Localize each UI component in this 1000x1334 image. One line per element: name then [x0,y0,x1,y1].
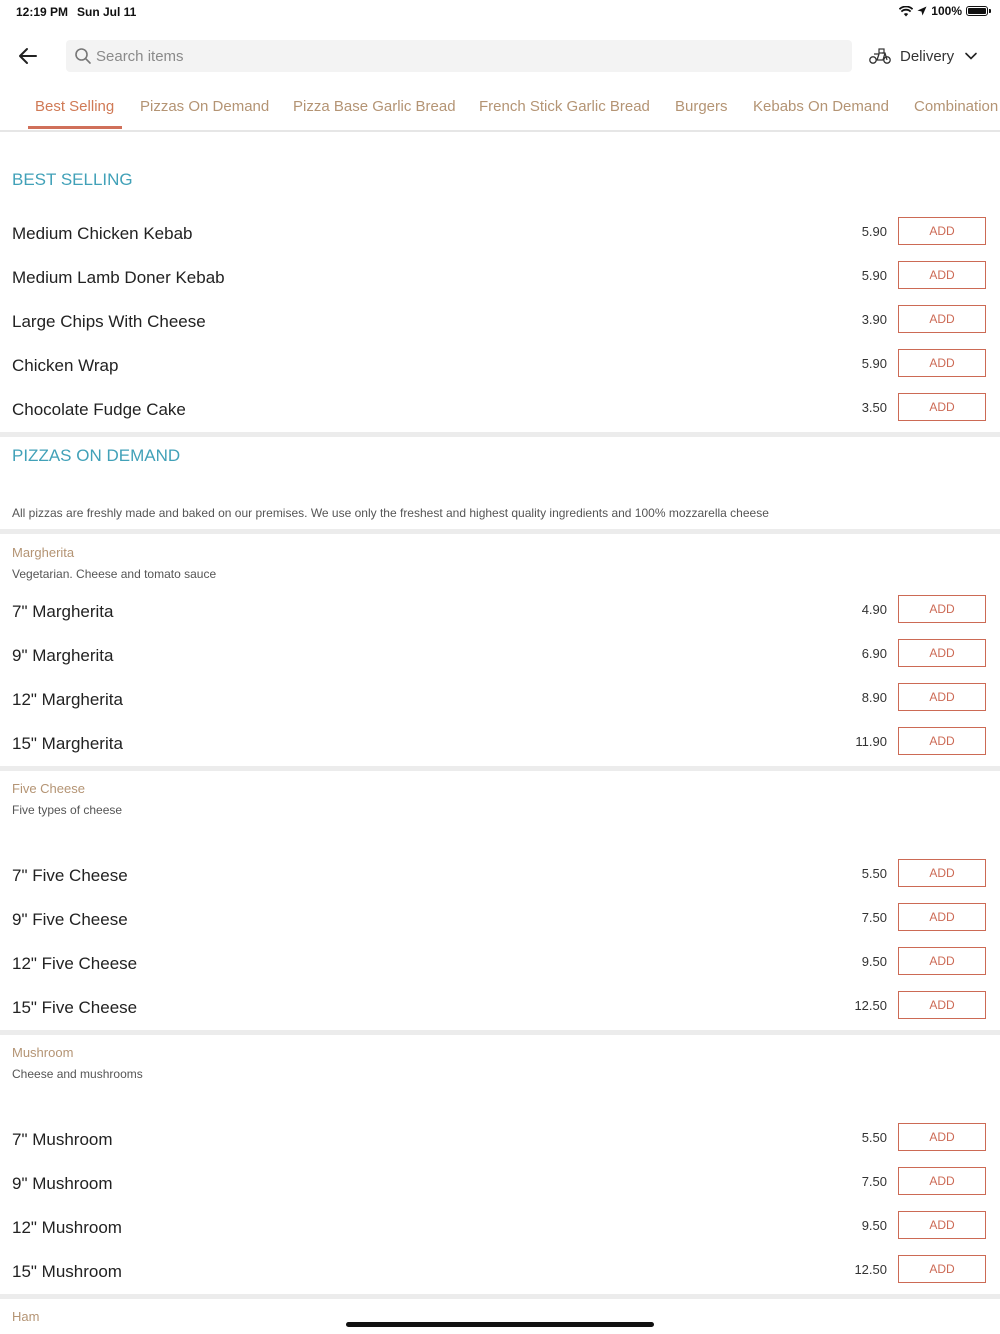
group-divider [0,766,1000,771]
wifi-icon [899,6,913,17]
item-name: 9" Mushroom [12,1174,113,1193]
section-description: All pizzas are freshly made and baked on our premises. We use only the freshest and highest quality ingredients and 100% mozzarella cheese [12,506,769,520]
add-button[interactable]: ADD [898,261,986,289]
section-divider [0,432,1000,437]
item-name: 9" Margherita [12,646,114,665]
add-button[interactable]: ADD [898,349,986,377]
group-divider [0,1030,1000,1035]
tab-pizza-base-garlic-bread[interactable]: Pizza Base Garlic Bread [293,98,456,115]
delivery-mode-selector[interactable] [868,44,978,68]
add-button[interactable]: ADD [898,393,986,421]
add-button[interactable]: ADD [898,1167,986,1195]
item-price: 5.50 [861,866,887,881]
item-name: 12" Five Cheese [12,954,138,973]
group-title-margherita: Margherita [12,545,75,560]
item-price: 7.50 [861,910,887,925]
group-description: Five types of cheese [12,803,123,817]
add-button[interactable]: ADD [898,639,986,667]
tab-french-stick-garlic-bread[interactable]: French Stick Garlic Bread [479,98,650,115]
search-box[interactable] [66,40,852,72]
item-price: 3.90 [861,312,887,327]
tab-best-selling[interactable]: Best Selling [35,98,115,115]
status-time: 12:19 PM [16,5,69,19]
add-button[interactable]: ADD [898,1123,986,1151]
group-title-ham: Ham [12,1309,40,1324]
item-name: Medium Chicken Kebab [12,224,193,243]
add-button[interactable]: ADD [898,859,986,887]
group-divider [0,529,1000,534]
tab-combination[interactable]: Combination [914,98,999,115]
status-bar [0,0,1000,26]
item-price: 4.90 [861,602,887,617]
group-description: Cheese and mushrooms [12,1067,143,1081]
item-name: 12" Margherita [12,690,123,709]
item-price: 3.50 [861,400,887,415]
item-name: 15" Margherita [12,734,123,753]
home-indicator[interactable] [346,1322,654,1327]
search-input[interactable] [96,40,836,72]
item-name: 12" Mushroom [12,1218,122,1237]
item-name: Medium Lamb Doner Kebab [12,268,225,287]
add-button[interactable]: ADD [898,727,986,755]
section-title-pizzas-on-demand: PIZZAS ON DEMAND [12,446,181,465]
item-price: 5.90 [861,268,887,283]
section-title-best-selling: BEST SELLING [12,170,133,189]
group-title-five-cheese: Five Cheese [12,781,85,796]
search-icon [74,47,92,65]
item-name: Chocolate Fudge Cake [12,400,186,419]
group-divider [0,1294,1000,1299]
item-price: 5.90 [861,224,887,239]
item-name: Chicken Wrap [12,356,119,375]
add-button[interactable]: ADD [898,1211,986,1239]
battery-percent: 100% [931,4,962,18]
tab-burgers[interactable]: Burgers [675,98,728,115]
status-date: Sun Jul 11 [77,5,137,19]
status-indicators [899,4,988,18]
header [0,36,1000,76]
add-button[interactable]: ADD [898,305,986,333]
item-price: 12.50 [854,1262,887,1277]
active-tab-indicator [28,126,122,129]
item-name: 7" Margherita [12,602,114,621]
back-button[interactable] [16,44,40,68]
item-price: 5.90 [861,356,887,371]
chevron-down-icon [964,49,978,63]
item-price: 9.50 [861,1218,887,1233]
item-price: 9.50 [861,954,887,969]
item-price: 5.50 [861,1130,887,1145]
add-button[interactable]: ADD [898,991,986,1019]
location-arrow-icon [917,6,927,16]
battery-icon [966,6,988,16]
add-button[interactable]: ADD [898,1255,986,1283]
tab-kebabs-on-demand[interactable]: Kebabs On Demand [753,98,889,115]
item-name: 9" Five Cheese [12,910,128,929]
add-button[interactable]: ADD [898,947,986,975]
item-name: 7" Mushroom [12,1130,113,1149]
scooter-icon [868,47,892,65]
item-price: 6.90 [861,646,887,661]
item-name: 15" Mushroom [12,1262,122,1281]
tab-pizzas-on-demand[interactable]: Pizzas On Demand [140,98,270,115]
item-price: 12.50 [854,998,887,1013]
group-title-mushroom: Mushroom [12,1045,74,1060]
delivery-label: Delivery [900,47,955,65]
back-arrow-icon [16,44,40,68]
add-button[interactable]: ADD [898,595,986,623]
category-tabs [0,90,1000,132]
item-name: 7" Five Cheese [12,866,128,885]
item-price: 11.90 [855,734,887,749]
add-button[interactable]: ADD [898,217,986,245]
add-button[interactable]: ADD [898,903,986,931]
item-name: 15" Five Cheese [12,998,138,1017]
group-description: Vegetarian. Cheese and tomato sauce [12,567,217,581]
item-price: 8.90 [861,690,887,705]
add-button[interactable]: ADD [898,683,986,711]
item-name: Large Chips With Cheese [12,312,206,331]
item-price: 7.50 [861,1174,887,1189]
